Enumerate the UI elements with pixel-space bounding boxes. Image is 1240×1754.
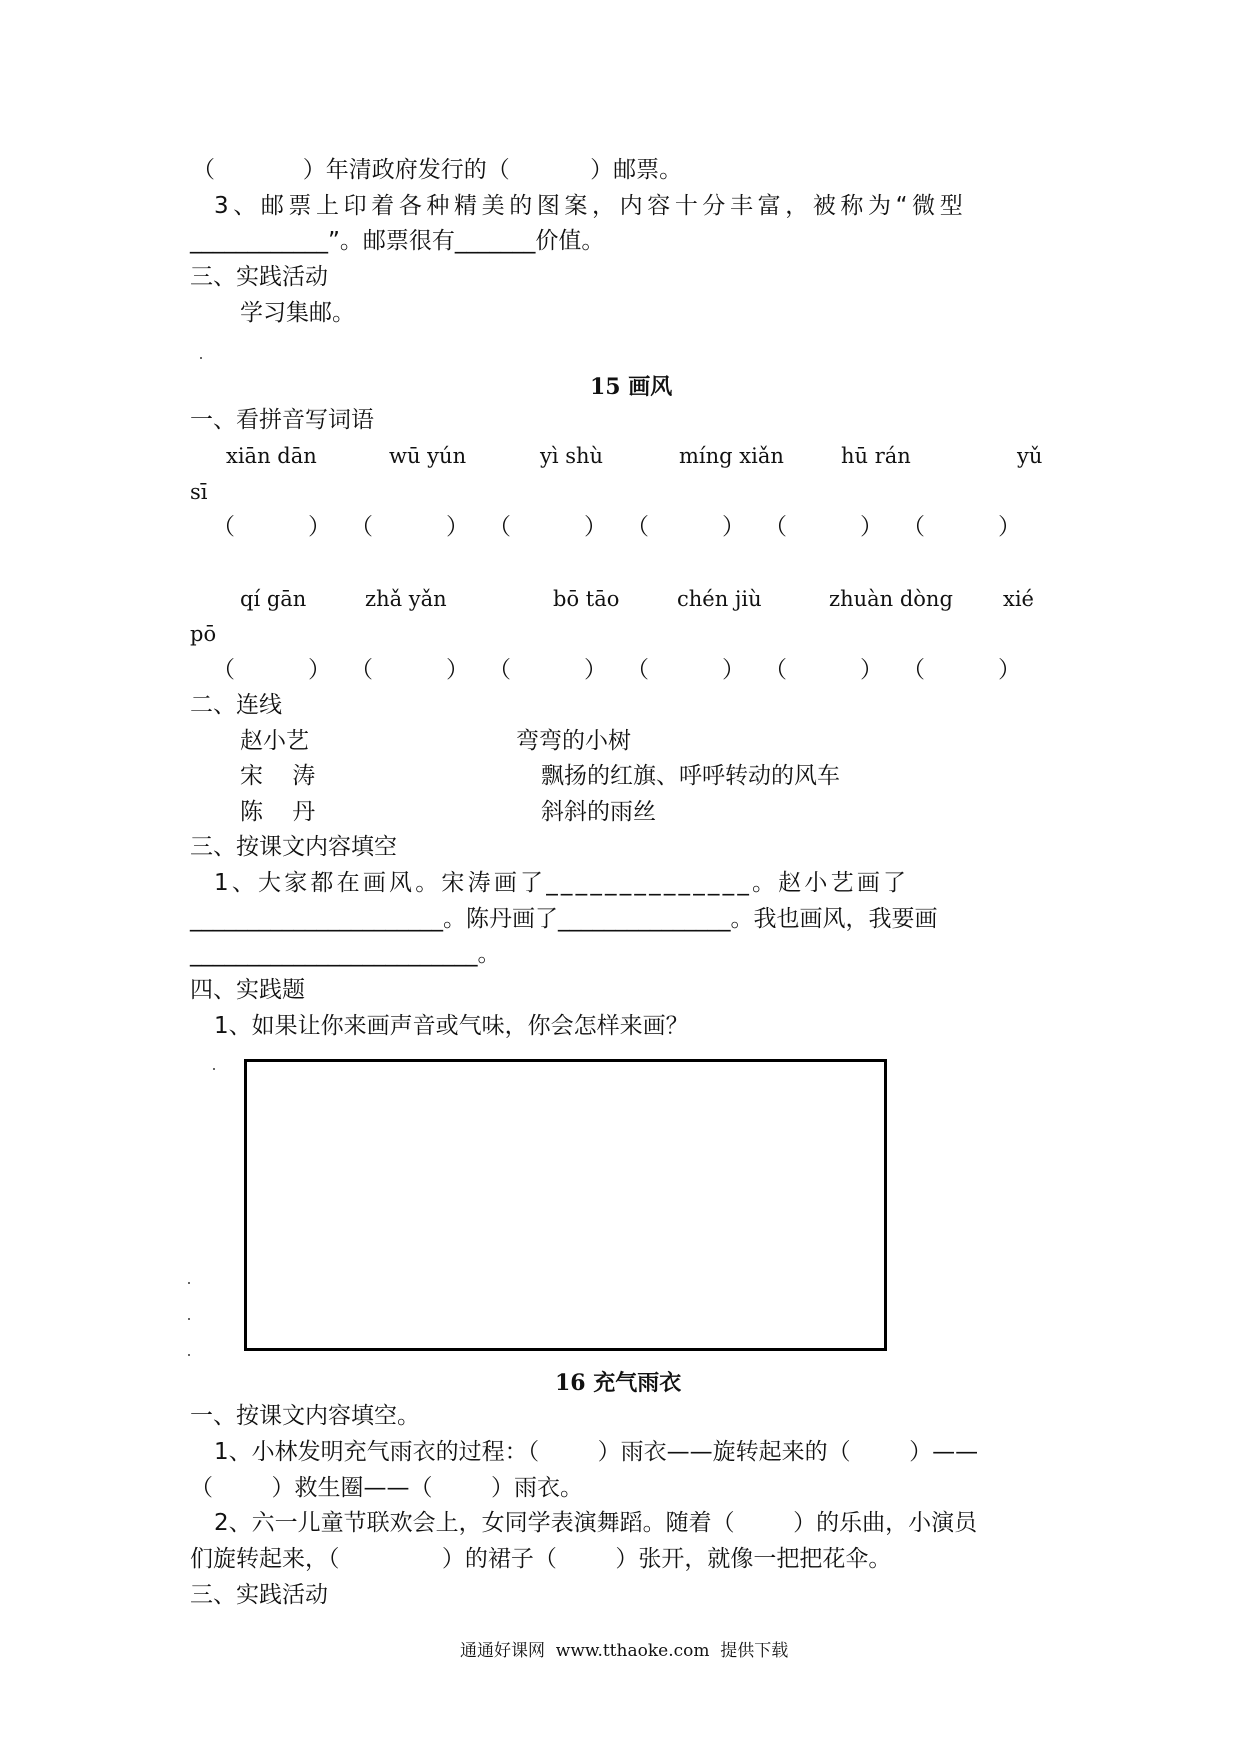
pinyin-12-wrap: pō — [190, 622, 217, 646]
practice-question-1: 1、如果让你来画声音或气味，你会怎样来画？ — [214, 1013, 689, 1039]
scan-dot — [188, 1282, 190, 1284]
fill-line-2: ______________________。陈丹画了_______________。我也画风，我要画 — [190, 906, 938, 932]
match-left-1: 赵小艺 — [240, 728, 309, 754]
match-right-1: 弯弯的小树 — [516, 728, 631, 754]
pinyin-2: wū yún — [389, 444, 467, 468]
answer-paren-open: （ — [212, 514, 235, 540]
match-left-2: 宋 涛 — [240, 763, 316, 789]
q16-1-line-2: （ ）救生圈——（ ）雨衣。 — [190, 1475, 583, 1501]
answer-paren-close: ） — [584, 514, 607, 540]
pinyin-10: chén jiù — [677, 587, 762, 611]
footer-credit: 通通好课网 www.tthaoke.com 提供下载 — [460, 1641, 789, 1661]
lesson-15-title: 15 画风 — [590, 374, 673, 400]
part3-text: 学习集邮。 — [240, 300, 355, 326]
pinyin-7: qí gān — [240, 587, 307, 611]
pinyin-6: yǔ — [1017, 444, 1043, 468]
pinyin-11: zhuàn dòng — [829, 587, 953, 611]
pinyin-5: hū rán — [841, 444, 911, 468]
answer-paren-open: （ — [902, 514, 925, 540]
answer-paren-close: ） — [860, 514, 883, 540]
q16-1-line-1: 1、小林发明充气雨衣的过程：（ ）雨衣——旋转起来的（ ）—— — [214, 1439, 979, 1465]
scan-dot — [188, 1354, 190, 1356]
q16-2-line-2: 们旋转起来，（ ）的裙子（ ）张开，就像一把把花伞。 — [190, 1546, 892, 1572]
lesson-15-part1-heading: 一、看拼音写词语 — [190, 407, 374, 433]
answer-paren-open: （ — [764, 657, 787, 683]
answer-paren-open: （ — [626, 514, 649, 540]
scan-dot — [188, 1318, 190, 1320]
q3-line-2: ____________”。邮票很有_______价值。 — [190, 228, 605, 254]
answer-paren-close: ） — [998, 514, 1021, 540]
lesson-16-part3-heading: 三、实践活动 — [190, 1582, 328, 1608]
pinyin-8: zhǎ yǎn — [365, 587, 447, 611]
match-right-3: 斜斜的雨丝 — [541, 799, 656, 825]
answer-paren-close: ） — [722, 657, 745, 683]
fill-line-3: _________________________。 — [190, 941, 501, 967]
answer-paren-open: （ — [488, 514, 511, 540]
q16-2-line-1: 2、六一儿童节联欢会上，女同学表演舞蹈。随着（ ）的乐曲，小演员 — [214, 1510, 978, 1536]
answer-paren-close: ） — [446, 657, 469, 683]
answer-paren-open: （ — [212, 657, 235, 683]
match-right-2: 飘扬的红旗、呼呼转动的风车 — [541, 763, 840, 789]
lesson-15-part4-heading: 四、实践题 — [190, 977, 305, 1003]
answer-paren-close: ） — [998, 657, 1021, 683]
answer-paren-close: ） — [860, 657, 883, 683]
lesson-16-title: 16 充气雨衣 — [555, 1370, 682, 1396]
fill-line-1: 1、大家都在画风。宋涛画了______________。赵小艺画了 — [214, 870, 910, 896]
pinyin-4: míng xiǎn — [679, 444, 784, 468]
scan-dot — [213, 1068, 215, 1070]
answer-paren-close: ） — [584, 657, 607, 683]
match-left-3: 陈 丹 — [240, 799, 316, 825]
answer-paren-close: ） — [308, 514, 331, 540]
q2-line: （ ）年清政府发行的（ ）邮票。 — [192, 157, 683, 183]
lesson-15-part2-heading: 二、连线 — [190, 692, 282, 718]
answer-paren-close: ） — [446, 514, 469, 540]
pinyin-6-wrap: sī — [190, 480, 208, 504]
lesson-16-part1-heading: 一、按课文内容填空。 — [190, 1403, 420, 1429]
pinyin-9: bō tāo — [553, 587, 620, 611]
answer-paren-close: ） — [722, 514, 745, 540]
lesson-15-part3-heading: 三、按课文内容填空 — [190, 834, 397, 860]
pinyin-12: xié — [1003, 587, 1034, 611]
drawing-box[interactable] — [244, 1059, 887, 1351]
answer-paren-open: （ — [350, 657, 373, 683]
answer-paren-close: ） — [308, 657, 331, 683]
answer-paren-open: （ — [488, 657, 511, 683]
answer-paren-open: （ — [764, 514, 787, 540]
pinyin-1: xiān dān — [226, 444, 317, 468]
scan-dot — [200, 357, 202, 359]
part3-heading: 三、实践活动 — [190, 264, 328, 290]
answer-paren-open: （ — [626, 657, 649, 683]
pinyin-3: yì shù — [540, 444, 604, 468]
q3-line-1: 3、邮票上印着各种精美的图案，内容十分丰富，被称为“微型 — [214, 193, 968, 219]
answer-paren-open: （ — [902, 657, 925, 683]
answer-paren-open: （ — [350, 514, 373, 540]
